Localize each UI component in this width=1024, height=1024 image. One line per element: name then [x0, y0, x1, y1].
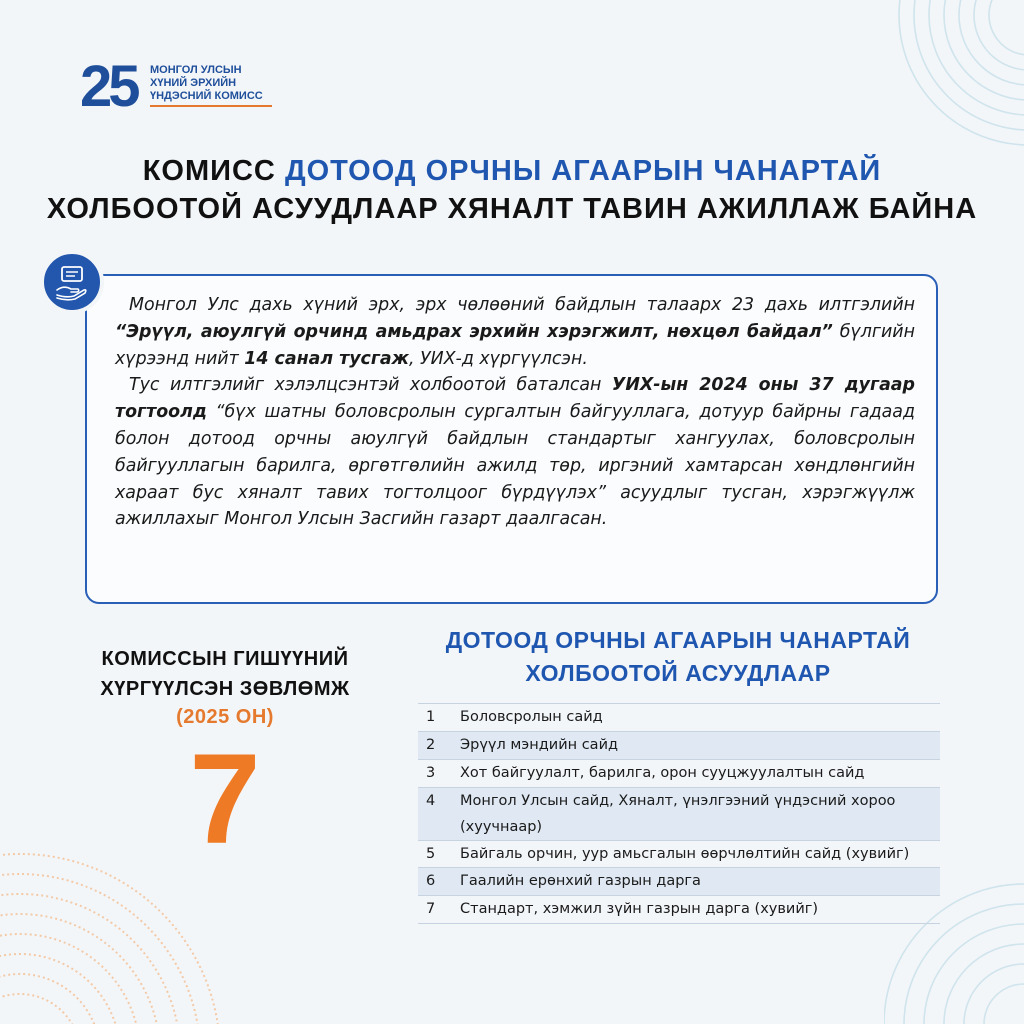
issues-heading-2: ХОЛБООТОЙ АСУУДЛААР	[525, 660, 831, 686]
issues-heading	[418, 624, 938, 690]
info-p1-bold-count: 14 санал тусгаж	[244, 348, 409, 369]
row-number: 3	[426, 765, 436, 781]
row-recipient: Стандарт, хэмжил зүйн газрын дарга (хувийг)	[460, 901, 819, 917]
logo-underline	[150, 105, 272, 107]
row-recipient: Байгаль орчин, уур амьсгалын өөрчлөлтийн сайд (хувийг)	[460, 846, 910, 862]
recommendations-count: 7	[189, 728, 261, 871]
table-row	[418, 896, 940, 924]
row-number: 1	[426, 709, 436, 725]
recommendations-year: (2025 ОН)	[176, 706, 274, 728]
info-box	[85, 274, 938, 604]
info-p1-bold-title: “Эрүүл, аюулгүй орчинд амьдрах эрхийн хэрэгжилт, нөхцөл байдал”	[115, 321, 833, 342]
title-line-2: ХОЛБООТОЙ АСУУДЛААР ХЯНАЛТ ТАВИН АЖИЛЛАЖ БАЙНА	[46, 193, 978, 225]
row-recipient: Боловсролын сайд	[460, 709, 603, 725]
decorative-arcs-top-right	[824, 0, 1024, 150]
logo-number: 25	[80, 54, 137, 119]
row-number: 7	[426, 901, 436, 917]
info-p2-text-a: Тус илтгэлийг хэлэлцсэнтэй холбоотой баталсан	[129, 375, 612, 396]
info-p1-text-a: Монгол Улс дахь хүний эрх, эрх чөлөөний байдлын талаарх 23 дахь илтгэлийн	[129, 295, 915, 315]
logo-line-1: МОНГОЛ УЛСЫН	[150, 64, 242, 76]
report-hand-icon	[40, 250, 104, 314]
recommendations-heading-1: КОМИССЫН ГИШҮҮНИЙ	[101, 648, 349, 670]
recipients-table	[418, 703, 940, 924]
info-p2-bold-resolution: УИХ-ын 2024 оны 37 дугаар тогтоолд	[115, 375, 915, 423]
row-number: 6	[426, 873, 436, 889]
issues-heading-1: ДОТООД ОРЧНЫ АГААРЫН ЧАНАРТАЙ	[445, 627, 911, 653]
row-recipient: Монгол Улсын сайд, Хяналт, үнэлгээний үндэсний хороо (хуучнаар)	[460, 793, 896, 835]
row-number: 2	[426, 737, 436, 753]
info-paragraph-2	[115, 372, 915, 533]
title-accent: ДОТООД ОРЧНЫ АГААРЫН ЧАНАРТАЙ	[284, 155, 882, 187]
logo-text	[150, 64, 280, 103]
recommendations-block	[60, 644, 390, 871]
table-row	[418, 732, 940, 760]
table-row	[418, 704, 940, 732]
title-prefix: КОМИСС	[142, 155, 276, 187]
info-p2-text-c: “бүх шатны боловсролын сургалтын байгууллага, дотуур байрны гадаад болон дотоод орчны аюулгүй байдлын стандартыг хангуулах, боловсролын байгууллагын барилга, өргөтгөлийн ажилд төр, иргэний хамтарсан хөндлөнгийн хараат бус хяналт тавих тогтолцоог бүрдүүлэх” асуудлыг тусган, хэрэгжүүлж ажиллахыг Монгол Улсын Засгийн газарт даалгасан.	[115, 402, 915, 530]
logo-line-2: ХҮНИЙ ЭРХИЙН	[150, 77, 237, 89]
logo-line-3: ҮНДЭСНИЙ КОМИСС	[150, 90, 263, 102]
table-row	[418, 841, 940, 868]
page-title	[0, 152, 1024, 228]
row-recipient: Эрүүл мэндийн сайд	[460, 737, 619, 753]
table-row	[418, 760, 940, 788]
commission-logo	[80, 55, 280, 125]
recommendations-heading-2: ХҮРГҮҮЛСЭН ЗӨВЛӨМЖ	[100, 678, 350, 700]
info-p1-text-e: , УИХ-д хүргүүлсэн.	[408, 348, 588, 369]
row-number: 4	[426, 793, 436, 809]
info-p1-text-c: бүлгийн хүрээнд нийт	[115, 321, 915, 369]
row-recipient: Гаалийн ерөнхий газрын дарга	[460, 873, 701, 889]
table-row	[418, 788, 940, 841]
table-row	[418, 868, 940, 896]
row-number: 5	[426, 846, 436, 862]
row-recipient: Хот байгуулалт, барилга, орон сууцжуулалтын сайд	[460, 765, 865, 781]
info-paragraph-1	[115, 292, 915, 372]
info-text	[115, 292, 915, 533]
